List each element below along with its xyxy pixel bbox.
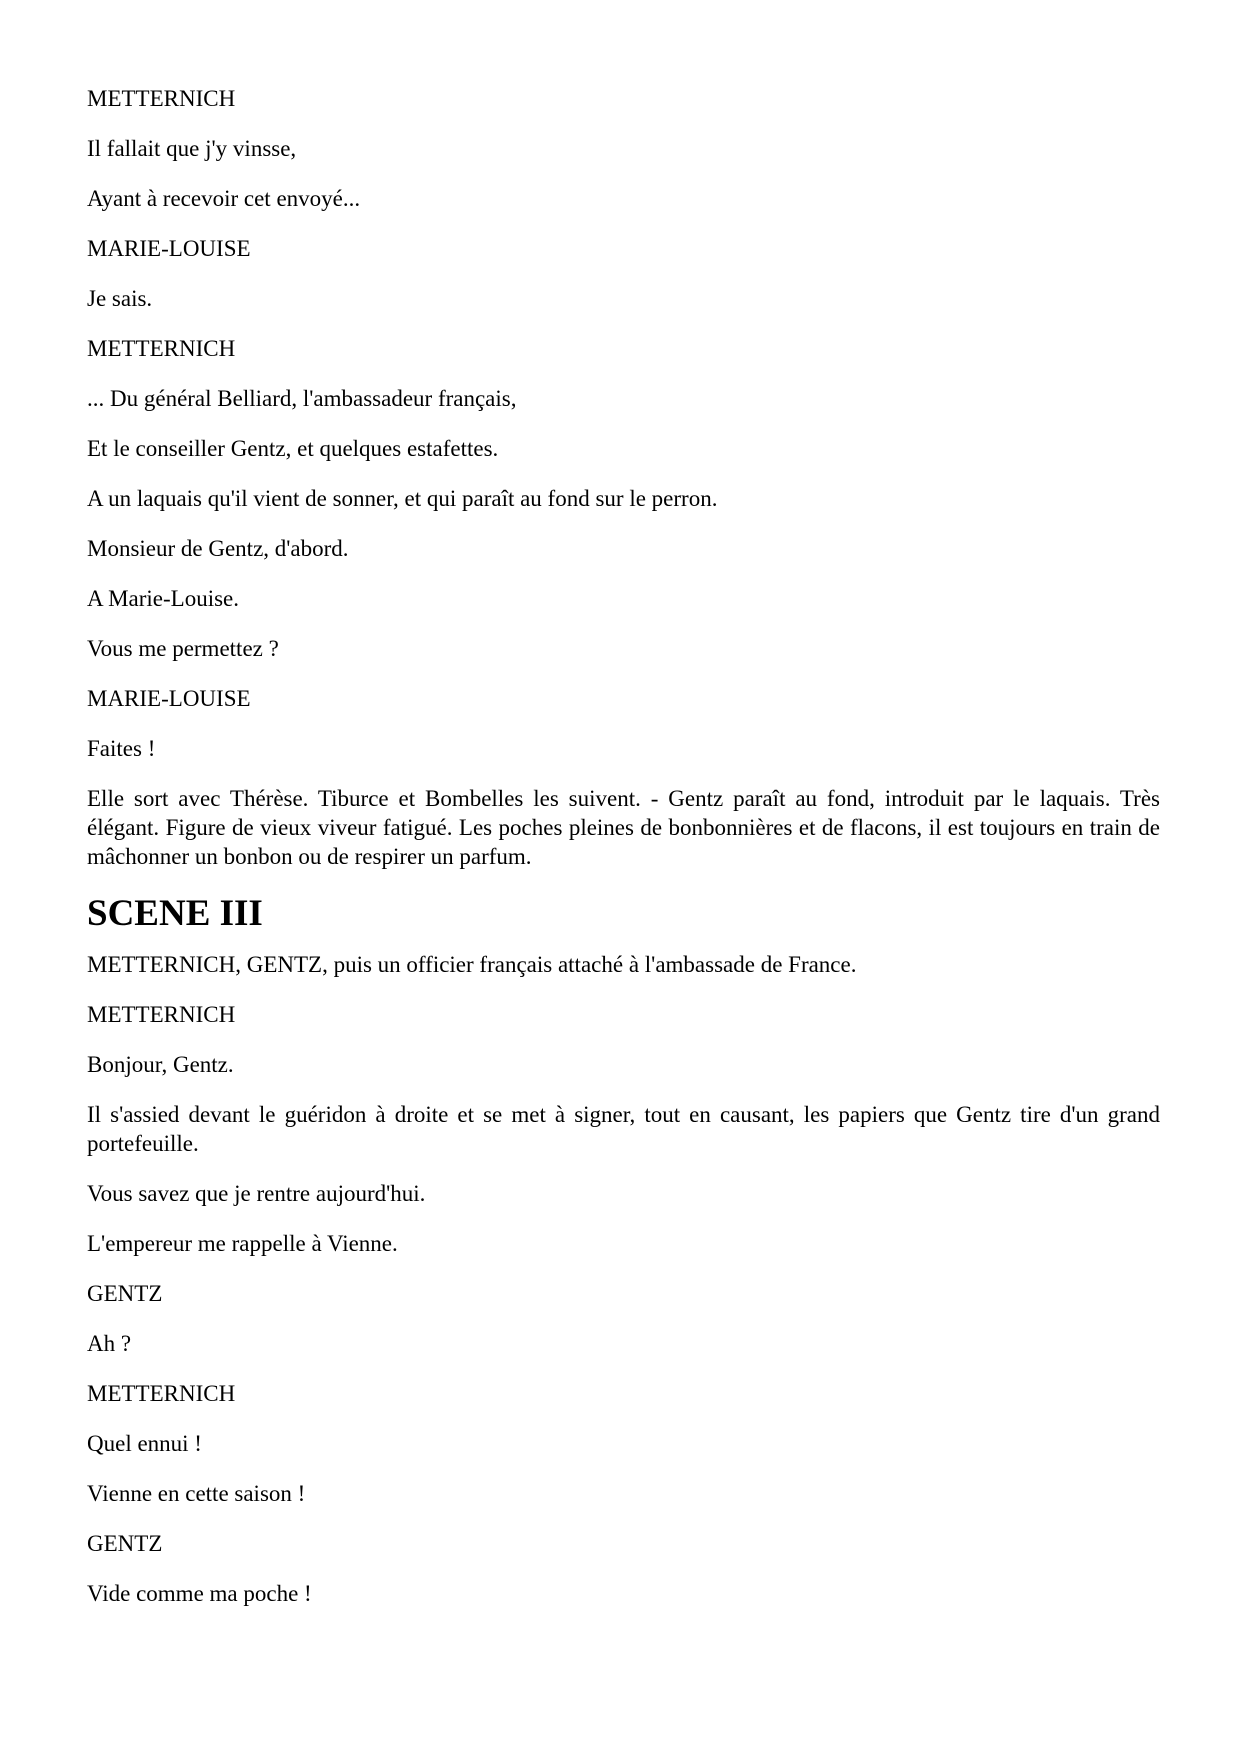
dialogue-line: Quel ennui ! — [87, 1431, 202, 1456]
dialogue-line: Bonjour, Gentz. — [87, 1052, 234, 1077]
scene-title: SCENE III — [87, 893, 263, 934]
stage-direction: Il s'assied devant le guéridon à droite et se met à signer, tout en causant, les papiers que Gentz tire d'un grand portefeuille. — [87, 1102, 1160, 1156]
speaker-name: METTERNICH — [87, 86, 236, 111]
stage-direction: A Marie-Louise. — [87, 586, 240, 611]
speaker-name: GENTZ — [87, 1281, 163, 1306]
dialogue-line: Et le conseiller Gentz, et quelques estafettes. — [87, 436, 499, 461]
document-page — [87, 84, 1160, 1629]
scene-characters: METTERNICH, GENTZ, puis un officier français attaché à l'ambassade de France. — [87, 952, 857, 977]
dialogue-line: Vide comme ma poche ! — [87, 1581, 312, 1606]
speaker-name: MARIE-LOUISE — [87, 236, 251, 261]
stage-direction: A un laquais qu'il vient de sonner, et qui paraît au fond sur le perron. — [87, 486, 718, 511]
stage-direction: Elle sort avec Thérèse. Tiburce et Bombelles les suivent. - Gentz paraît au fond, introduit par le laquais. Très élégant. Figure de vieux viveur fatigué. Les poches pleines de bonbonnières et de flacons, il est toujours en train de mâchonner un bonbon ou de respirer un parfum. — [87, 786, 1160, 869]
dialogue-line: L'empereur me rappelle à Vienne. — [87, 1231, 398, 1256]
dialogue-line: ... Du général Belliard, l'ambassadeur français, — [87, 386, 517, 411]
speaker-name: GENTZ — [87, 1531, 163, 1556]
dialogue-line: Vous me permettez ? — [87, 636, 279, 661]
dialogue-line: Ah ? — [87, 1331, 132, 1356]
dialogue-line: Vienne en cette saison ! — [87, 1481, 306, 1506]
speaker-name: METTERNICH — [87, 1381, 236, 1406]
dialogue-line: Je sais. — [87, 286, 153, 311]
speaker-name: MARIE-LOUISE — [87, 686, 251, 711]
dialogue-line: Ayant à recevoir cet envoyé... — [87, 186, 361, 211]
dialogue-line: Monsieur de Gentz, d'abord. — [87, 536, 349, 561]
dialogue-line: Vous savez que je rentre aujourd'hui. — [87, 1181, 426, 1206]
speaker-name: METTERNICH — [87, 1002, 236, 1027]
dialogue-line: Il fallait que j'y vinsse, — [87, 136, 297, 161]
dialogue-line: Faites ! — [87, 736, 156, 761]
speaker-name: METTERNICH — [87, 336, 236, 361]
